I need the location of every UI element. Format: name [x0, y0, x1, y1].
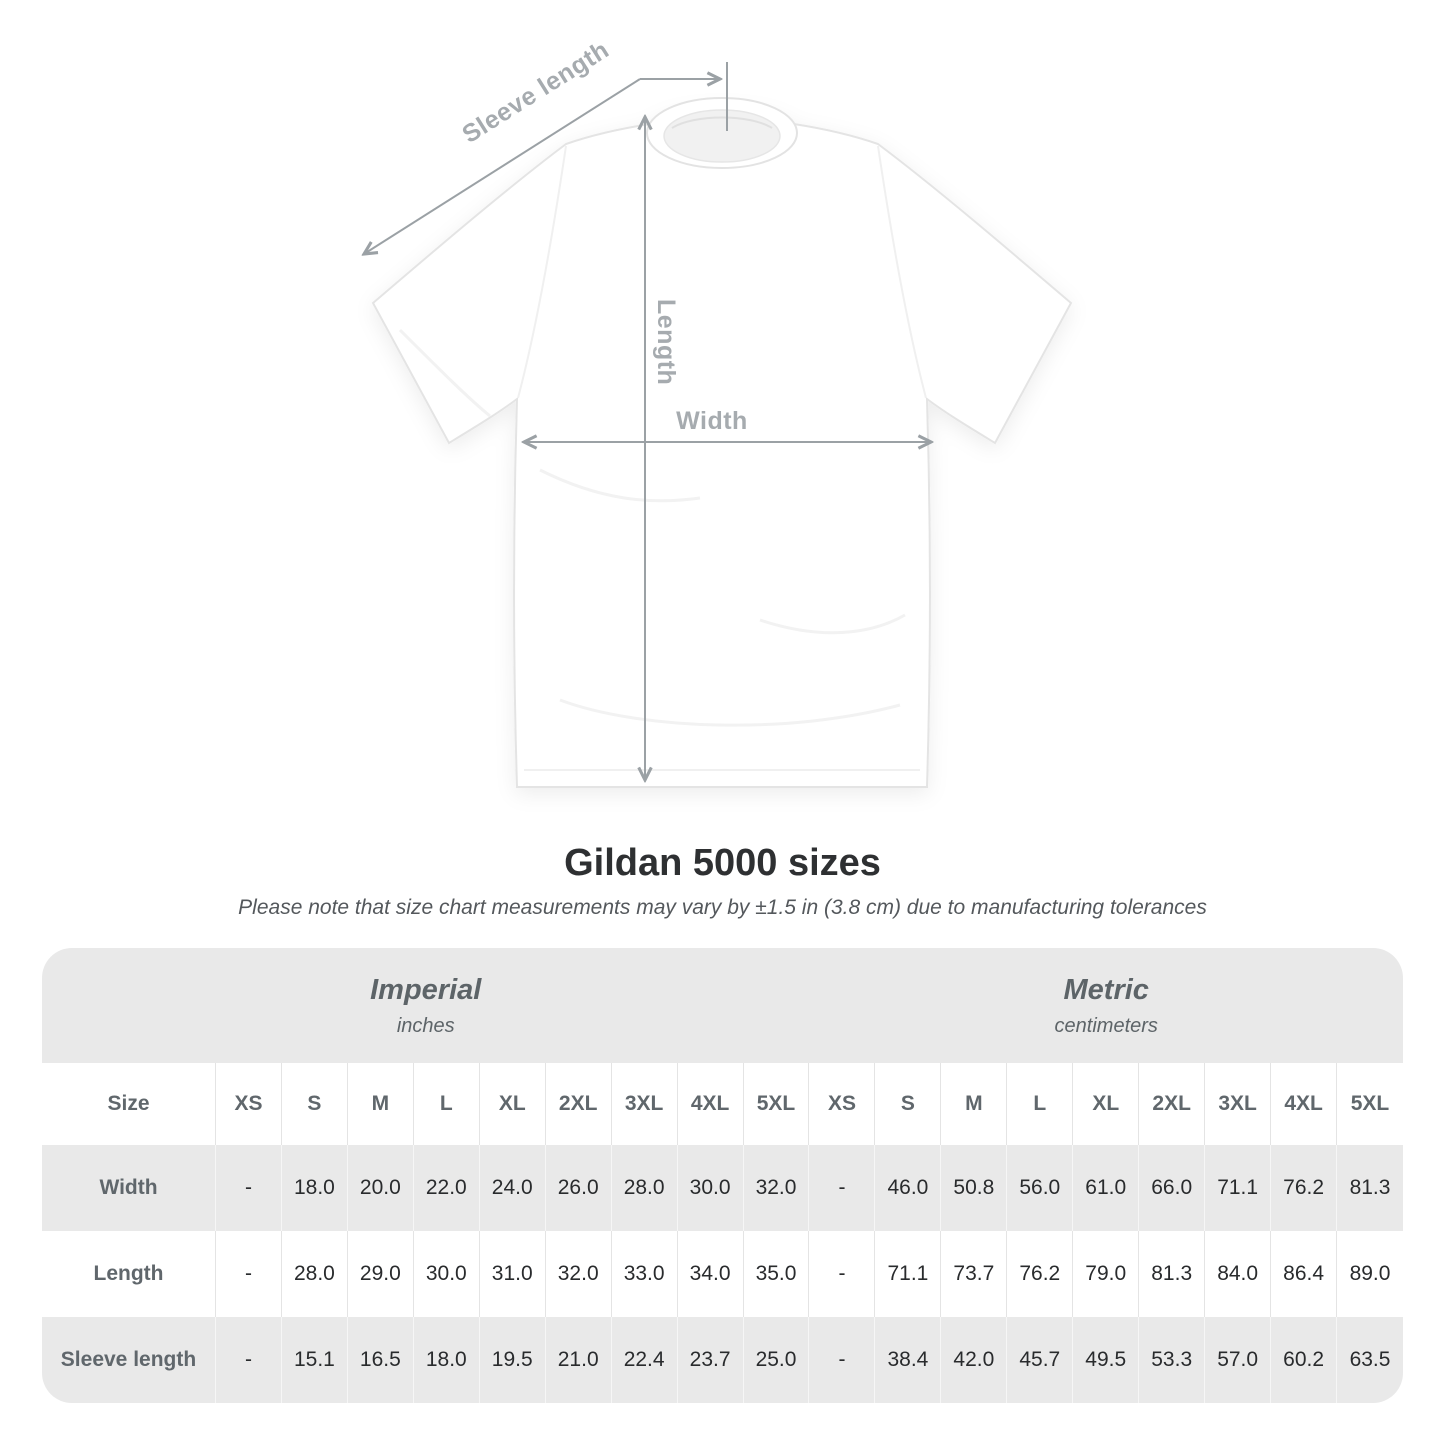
size-column-header: Size [42, 1063, 216, 1145]
value-cell: 18.0 [414, 1317, 480, 1403]
value-cell: - [809, 1231, 875, 1317]
value-cell: 18.0 [282, 1145, 348, 1231]
size-header-cell: 5XL [1337, 1063, 1403, 1145]
size-header-cell: 4XL [678, 1063, 744, 1145]
row-label-length: Length [42, 1231, 216, 1317]
size-header-cell: S [875, 1063, 941, 1145]
value-cell: 61.0 [1073, 1145, 1139, 1231]
size-header-cell: M [941, 1063, 1007, 1145]
imperial-label: Imperial [370, 973, 482, 1006]
size-header-cell: 2XL [546, 1063, 612, 1145]
value-cell: 60.2 [1271, 1317, 1337, 1403]
value-cell: 76.2 [1271, 1145, 1337, 1231]
size-header-cell: 2XL [1139, 1063, 1205, 1145]
value-cell: 26.0 [546, 1145, 612, 1231]
value-cell: 66.0 [1139, 1145, 1205, 1231]
value-cell: 42.0 [941, 1317, 1007, 1403]
value-cell: 29.0 [348, 1231, 414, 1317]
value-cell: 79.0 [1073, 1231, 1139, 1317]
value-cell: 30.0 [678, 1145, 744, 1231]
value-cell: 73.7 [941, 1231, 1007, 1317]
value-cell: 63.5 [1337, 1317, 1403, 1403]
page-title: Gildan 5000 sizes [564, 842, 881, 884]
value-cell: 56.0 [1007, 1145, 1073, 1231]
value-cell: 28.0 [612, 1145, 678, 1231]
row-label-width: Width [42, 1145, 216, 1231]
size-header-cell: 3XL [1205, 1063, 1271, 1145]
width-label: Width [676, 407, 748, 435]
value-cell: 28.0 [282, 1231, 348, 1317]
value-cell: 86.4 [1271, 1231, 1337, 1317]
value-cell: 22.0 [414, 1145, 480, 1231]
size-header-cell: 4XL [1271, 1063, 1337, 1145]
size-header-cell: M [348, 1063, 414, 1145]
imperial-group-header [42, 948, 809, 1063]
value-cell: 35.0 [744, 1231, 810, 1317]
imperial-unit: inches [396, 1014, 455, 1037]
value-cell: 50.8 [941, 1145, 1007, 1231]
value-cell: 38.4 [875, 1317, 941, 1403]
value-cell: 84.0 [1205, 1231, 1271, 1317]
value-cell: 22.4 [612, 1317, 678, 1403]
size-header-cell: 5XL [744, 1063, 810, 1145]
value-cell: 32.0 [546, 1231, 612, 1317]
metric-unit: centimeters [1054, 1014, 1158, 1037]
value-cell: - [216, 1145, 282, 1231]
value-cell: 57.0 [1205, 1317, 1271, 1403]
value-cell: 32.0 [744, 1145, 810, 1231]
value-cell: 31.0 [480, 1231, 546, 1317]
value-cell: 16.5 [348, 1317, 414, 1403]
value-cell: 76.2 [1007, 1231, 1073, 1317]
value-cell: 24.0 [480, 1145, 546, 1231]
size-header-cell: S [282, 1063, 348, 1145]
tolerance-note: Please note that size chart measurements may vary by ±1.5 in (3.8 cm) due to manufacturing tolerances [238, 896, 1207, 919]
value-cell: - [216, 1317, 282, 1403]
value-cell: - [809, 1317, 875, 1403]
size-header-cell: XS [809, 1063, 875, 1145]
value-cell: 30.0 [414, 1231, 480, 1317]
value-cell: 89.0 [1337, 1231, 1403, 1317]
value-cell: 33.0 [612, 1231, 678, 1317]
value-cell: - [216, 1231, 282, 1317]
value-cell: 34.0 [678, 1231, 744, 1317]
value-cell: 23.7 [678, 1317, 744, 1403]
size-header-cell: XL [480, 1063, 546, 1145]
value-cell: 53.3 [1139, 1317, 1205, 1403]
collar-graphic [647, 98, 797, 168]
size-header-cell: 3XL [612, 1063, 678, 1145]
sleeve-length-label: Sleeve length [457, 35, 615, 149]
value-cell: 49.5 [1073, 1317, 1139, 1403]
metric-label: Metric [1063, 973, 1149, 1006]
value-cell: - [809, 1145, 875, 1231]
value-cell: 15.1 [282, 1317, 348, 1403]
value-cell: 20.0 [348, 1145, 414, 1231]
size-header-cell: L [1007, 1063, 1073, 1145]
value-cell: 71.1 [1205, 1145, 1271, 1231]
value-cell: 71.1 [875, 1231, 941, 1317]
row-label-sleeve-length: Sleeve length [42, 1317, 216, 1403]
value-cell: 21.0 [546, 1317, 612, 1403]
value-cell: 25.0 [744, 1317, 810, 1403]
value-cell: 45.7 [1007, 1317, 1073, 1403]
size-table [42, 948, 1403, 1403]
size-header-cell: L [414, 1063, 480, 1145]
value-cell: 19.5 [480, 1317, 546, 1403]
metric-group-header [809, 948, 1403, 1063]
value-cell: 46.0 [875, 1145, 941, 1231]
value-cell: 81.3 [1139, 1231, 1205, 1317]
size-header-cell: XL [1073, 1063, 1139, 1145]
size-header-cell: XS [216, 1063, 282, 1145]
value-cell: 81.3 [1337, 1145, 1403, 1231]
length-label: Length [652, 299, 680, 386]
